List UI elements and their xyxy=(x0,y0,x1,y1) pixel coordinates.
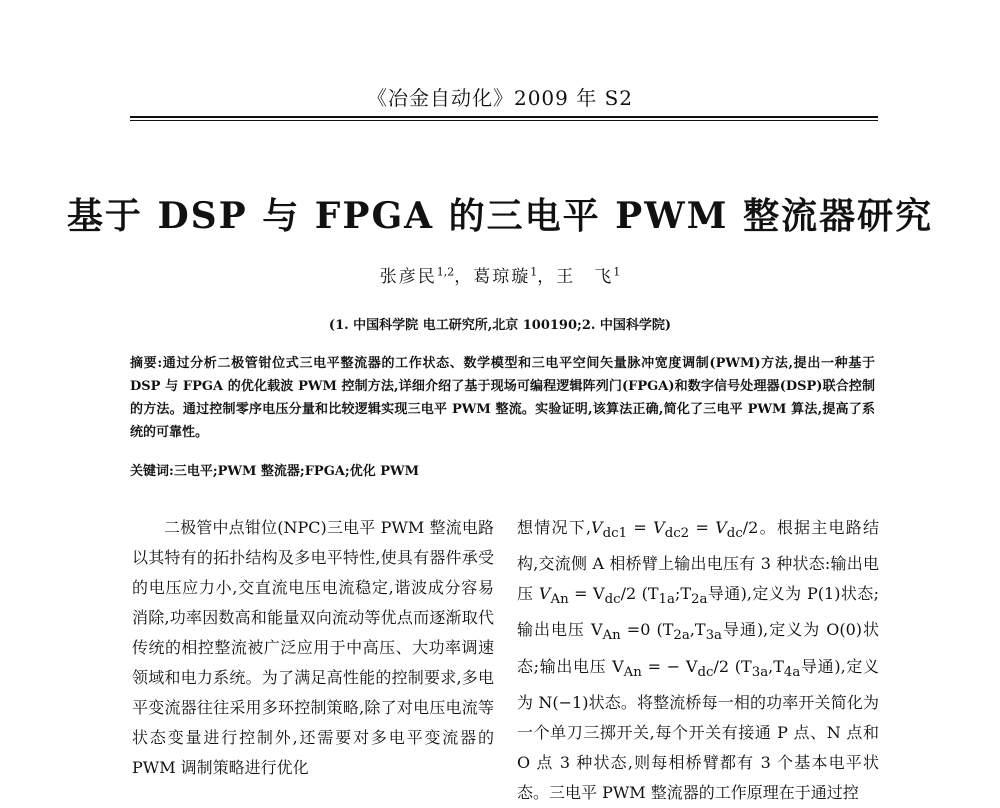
author-name: 张彦民 xyxy=(379,267,437,287)
keywords-text: 三电平;PWM 整流器;FPGA;优化 PWM xyxy=(173,464,419,479)
text-run: ,T xyxy=(689,620,706,640)
sub: dc xyxy=(604,592,621,608)
author-name: 葛琼璇 xyxy=(473,267,531,287)
text-run: 导通),定义为 N(−1)状态。将整流桥每一相的功率开关简化为一个单刀三掷开关,每个开关有接通 P 点、N 点和 O 点 3 种状态,则每相桥臂都有 3 个基本电平状态。三电平 PWM 整流器的工作原理在于通过控 xyxy=(517,656,879,802)
affiliation: (1. 中国科学院 电工研究所,北京 100190;2. 中国科学院) xyxy=(328,318,672,333)
author-list xyxy=(0,262,1000,287)
text-run: ,T xyxy=(768,656,784,676)
author-separator: ， xyxy=(537,267,557,287)
sub: dc xyxy=(726,526,743,542)
author-affiliation-mark: 1 xyxy=(530,265,538,279)
sub: 2a xyxy=(691,592,708,608)
keywords-label: 关键词: xyxy=(130,464,174,479)
body-paragraph: 二极管中点钳位(NPC)三电平 PWM 整流电路以其特有的拓扑结构及多电平特性,使具有器件承受的电压应力小,交直流电压电流稳定,谐波成分容易消除,功率因数高和能量双向流动等优点而逐渐取代传统的相控整流被广泛应用于中高压、大功率调速领域和电力系统。为了满足高性能的控制要求,多电平变流器往往采用多环控制策略,除了对电压电流等状态变量进行控制外,还需要对多电平变流器的 PWM 调制策略进行优化 xyxy=(132,518,494,777)
sub: An xyxy=(602,628,621,644)
sub: 1a xyxy=(658,592,675,608)
header-rule-thin xyxy=(130,120,878,121)
text-run: = − V xyxy=(641,656,698,676)
text-run: 导通),定义为 P(1)状态;输出电压 V xyxy=(517,584,879,640)
author-name: 王 飞 xyxy=(556,267,614,287)
sub: 3a xyxy=(705,628,723,644)
sub: An xyxy=(623,664,642,680)
sub: An xyxy=(550,592,569,608)
keywords xyxy=(130,460,875,479)
var: V xyxy=(538,584,551,604)
body-column-right xyxy=(517,513,879,808)
author-affiliation-mark: 1,2 xyxy=(436,265,455,279)
text-run: 导通),定义为 O(0)状态;输出电压 V xyxy=(517,620,879,676)
var: V xyxy=(653,518,665,537)
author-separator: ， xyxy=(454,267,474,287)
author-affiliation-mark: 1 xyxy=(613,265,621,279)
sub: dc1 xyxy=(602,526,628,542)
sub: 2a xyxy=(673,628,690,644)
body-paragraph xyxy=(517,513,879,808)
text-run: = xyxy=(627,518,654,537)
journal-header: 《冶金自动化》2009 年 S2 xyxy=(366,86,634,110)
text-run: = V xyxy=(568,584,605,604)
sub: dc2 xyxy=(664,526,690,542)
sub: dc xyxy=(697,664,714,680)
text-run: /2 (T xyxy=(713,656,752,676)
body-column-left xyxy=(132,513,494,783)
paper-title: 基于 DSP 与 FPGA 的三电平 PWM 整流器研究 xyxy=(66,195,934,237)
text-run: =0 (T xyxy=(620,620,674,640)
header-rule-thick xyxy=(130,116,878,118)
text-run: ;T xyxy=(674,584,692,604)
sub: 3a xyxy=(751,664,769,680)
text-run: /2。根据主电路结构,交流侧 A 相桥臂上输出电压有 3 种状态:输出电压 xyxy=(517,518,879,604)
abstract xyxy=(130,352,875,444)
sub: 4a xyxy=(783,664,801,680)
abstract-text: 通过分析二极管钳位式三电平整流器的工作状态、数学模型和三电平空间矢量脉冲宽度调制(PWM)方法,提出一种基于 DSP 与 FPGA 的优化载波 PWM 控制方法,详细介绍了基于现场可编程逻辑阵列门(FPGA)和数字信号处理器(DSP)联合控制的方法。通过控制零序电压分量和比较逻辑实现三电平 PWM 整流。实验证明,该算法正确,简化了三电平 PWM 算法,提高了系统的可靠性。 xyxy=(130,356,875,440)
var: V xyxy=(591,518,603,537)
text-run: /2 (T xyxy=(620,584,659,604)
abstract-label: 摘要: xyxy=(130,356,163,371)
var: V xyxy=(715,518,727,537)
text-run: 想情况下, xyxy=(517,518,592,537)
text-run: = xyxy=(689,518,716,537)
